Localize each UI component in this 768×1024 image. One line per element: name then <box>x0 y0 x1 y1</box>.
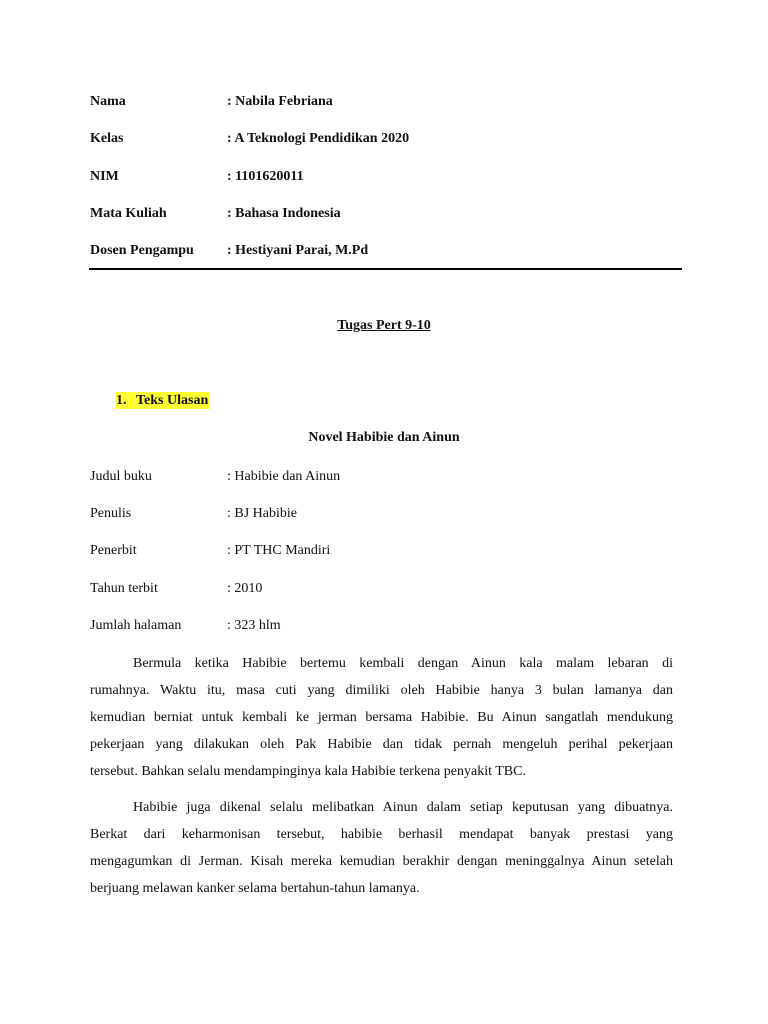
book-info-value: : PT THC Mandiri <box>227 543 331 559</box>
paragraph-line: Bermula ketika Habibie bertemu kembali dengan Ainun kala malam lebaran di <box>133 656 673 671</box>
header-row-nama <box>90 92 682 129</box>
review-paragraph-1 <box>90 650 673 785</box>
header-label: Mata Kuliah <box>90 205 167 221</box>
book-info-label: Penulis <box>90 506 132 522</box>
header-label: Dosen Pengampu <box>90 243 194 259</box>
book-info-row <box>90 579 682 616</box>
novel-title: Novel Habibie dan Ainun <box>308 430 460 445</box>
paragraph-line: mengagumkan di Jerman. Kisah mereka kemudian berakhir dengan meninggalnya Ainun setelah <box>90 854 673 869</box>
book-info-value: : 323 hlm <box>227 617 281 633</box>
header-label: Kelas <box>90 131 124 147</box>
section-number: 1. <box>116 393 127 408</box>
header-value: : Bahasa Indonesia <box>227 205 341 221</box>
header-row-mata-kuliah <box>90 204 682 241</box>
header-label: NIM <box>90 168 119 184</box>
header-row-dosen <box>90 241 682 278</box>
task-title: Tugas Pert 9-10 <box>337 318 431 333</box>
book-info-value: : Habibie dan Ainun <box>227 469 341 484</box>
book-info-label: Tahun terbit <box>90 580 158 596</box>
book-info-row <box>90 504 682 541</box>
book-info-value: : 2010 <box>227 580 263 596</box>
header-value: : 1101620011 <box>227 168 304 184</box>
header-value: : A Teknologi Pendidikan 2020 <box>227 131 410 147</box>
paragraph-line: tersebut. Bahkan selalu mendampinginya kala Habibie terkena penyakit TBC. <box>90 764 526 779</box>
header-row-kelas <box>90 129 682 166</box>
section-heading <box>116 393 210 409</box>
book-info-label: Penerbit <box>90 543 137 559</box>
book-info-row <box>90 541 682 578</box>
header-divider <box>89 268 682 270</box>
paragraph-line: kemudian berniat untuk kembali ke jerman bersama Habibie. Bu Ainun sangatlah mendukung <box>90 710 673 725</box>
paragraph-line: pekerjaan yang dilakukan oleh Pak Habibie dan tidak pernah mengeluh perihal pekerjaan <box>90 737 673 752</box>
header-value: : Nabila Febriana <box>227 94 333 109</box>
header-label: Nama <box>90 94 126 109</box>
book-info-value: : BJ Habibie <box>227 506 297 522</box>
book-info-list <box>90 467 682 653</box>
paragraph-line: berjuang melawan kanker selama bertahun-tahun lamanya. <box>90 881 420 896</box>
header-value: : Hestiyani Parai, M.Pd <box>227 243 369 259</box>
section-highlight <box>116 392 210 409</box>
book-info-label: Jumlah halaman <box>90 617 182 633</box>
header-row-nim <box>90 167 682 204</box>
paragraph-line: Habibie juga dikenal selalu melibatkan Ainun dalam setiap keputusan yang dibuatnya. <box>133 800 673 815</box>
section-title: Teks Ulasan <box>136 393 209 408</box>
paragraph-line: Berkat dari keharmonisan tersebut, habibie berhasil mendapat banyak prestasi yang <box>90 827 673 842</box>
paragraph-line: rumahnya. Waktu itu, masa cuti yang dimiliki oleh Habibie hanya 3 bulan lamanya dan <box>90 683 673 698</box>
student-info-header <box>90 92 682 278</box>
book-info-label: Judul buku <box>90 469 152 484</box>
review-paragraph-2 <box>90 794 673 902</box>
book-info-row <box>90 467 682 504</box>
book-info-row <box>90 616 682 653</box>
